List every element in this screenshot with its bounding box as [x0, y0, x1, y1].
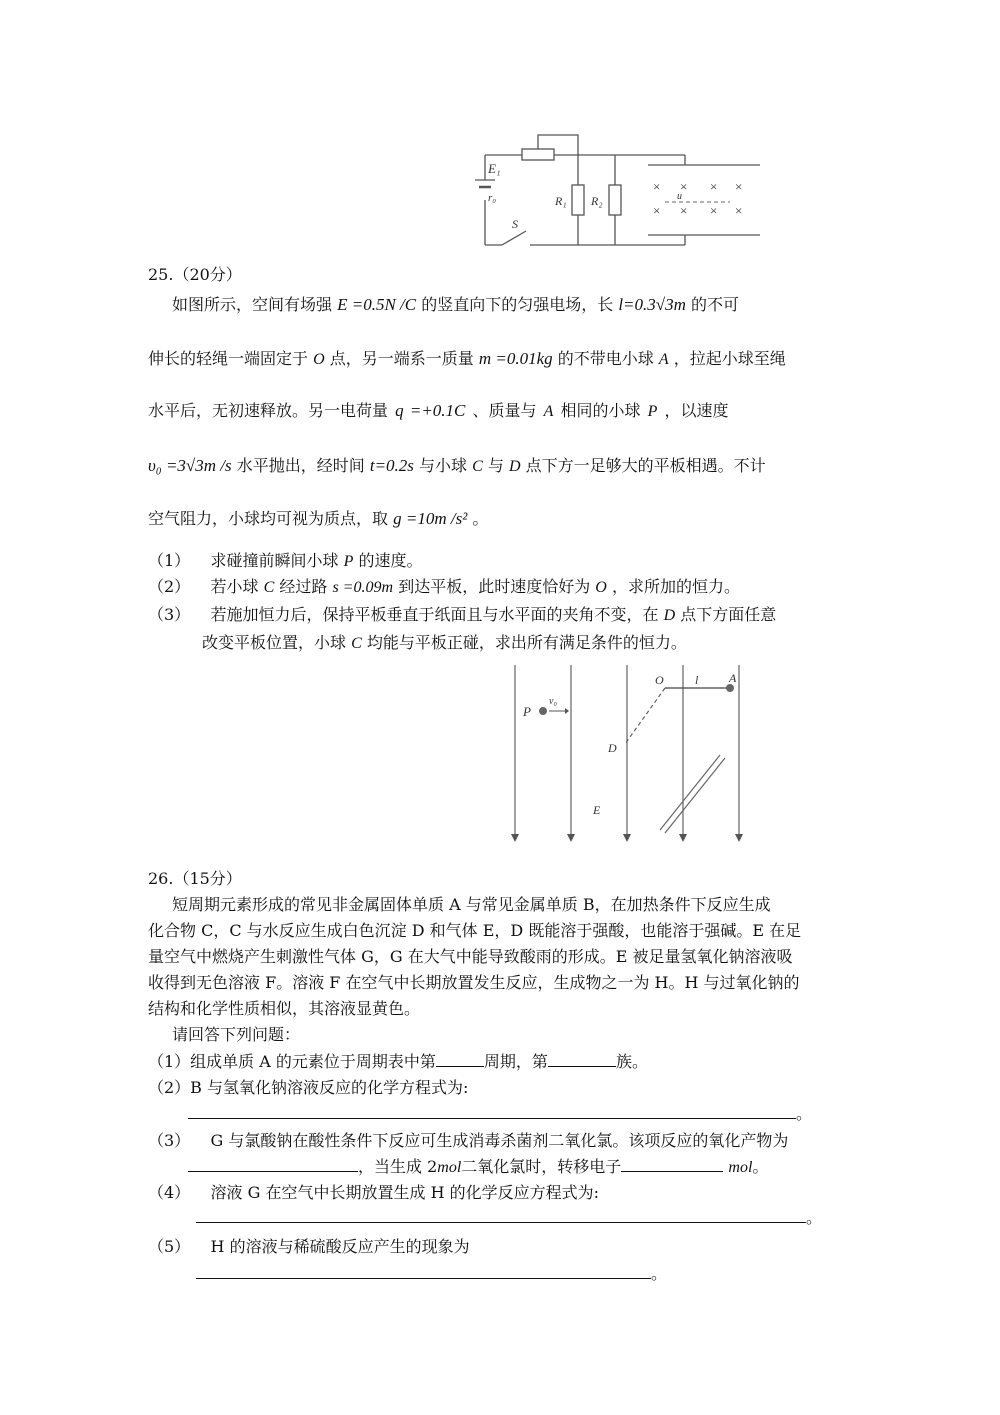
label-D: D	[608, 741, 617, 755]
q26-line1: 短周期元素形成的常见非金属固体单质 A 与常见金属单质 B，在加热条件下反应生成	[172, 895, 771, 914]
svg-text:×: ×	[735, 179, 743, 194]
q25-sub1: （1） 求碰撞前瞬间小球 P 的速度。	[148, 551, 423, 570]
svg-text:×: ×	[710, 179, 718, 194]
q26-line3: 量空气中燃烧产生刺激性气体 G，G 在大气中能导致酸雨的形成。E 被足量氢氧化钠溶液吸	[148, 947, 793, 966]
svg-text:×: ×	[680, 179, 688, 194]
label-r0: r₀	[488, 192, 497, 204]
label-R1: R₁	[555, 194, 567, 208]
label-E1: E₁	[488, 161, 501, 176]
q26-sub5-answer: 。	[196, 1262, 667, 1285]
q25-sub2: （2） 若小球 C 经过路 s =0.09m 到达平板，此时速度恰好为 O ，求所加的恒力。	[148, 577, 740, 596]
q25-line4: υ₀ =3√3m /s 水平抛出，经时间 t=0.2s 与小球 C 与 D 点下方一足够大的平板相遇。不计	[148, 456, 766, 475]
q26-sub2-answer: 。	[188, 1102, 812, 1125]
q25-line5: 空气阻力，小球均可视为质点，取 g =10m /s² 。	[148, 509, 489, 528]
svg-text:×: ×	[735, 203, 743, 218]
svg-text:×: ×	[653, 179, 661, 194]
q25-line1: 如图所示，空间有场强 E =0.5N /C 的竖直向下的匀强电场，长 l=0.3√3m 的不可	[172, 295, 739, 314]
svg-text:×: ×	[680, 203, 688, 218]
answer-blank-phenomenon[interactable]	[196, 1262, 651, 1279]
answer-blank-oxidation-product[interactable]	[188, 1155, 358, 1172]
q25-header: 25.（20分）	[148, 265, 242, 284]
label-A: A	[729, 671, 737, 685]
q26-sub4: （4） 溶液 G 在空气中长期放置生成 H 的化学反应方程式为:	[148, 1183, 600, 1202]
answer-blank-electrons[interactable]	[621, 1155, 723, 1172]
q26-sub4-answer: 。	[196, 1206, 822, 1229]
q26-sub1: （1）组成单质 A 的元素位于周期表中第 周期，第 族。	[148, 1052, 648, 1071]
label-O: O	[655, 673, 664, 687]
label-l: l	[695, 673, 699, 687]
label-P: P	[523, 704, 531, 719]
q26-line2: 化合物 C，C 与水反应生成白色沉淀 D 和气体 E，D 既能溶于强酸，也能溶于强碱。E 在足	[148, 921, 802, 940]
field-diagram	[505, 660, 755, 845]
label-E: E	[593, 803, 601, 817]
q26-sub5: （5） H 的溶液与稀硫酸反应产生的现象为	[148, 1237, 470, 1256]
q26-sub2: （2）B 与氢氧化钠溶液反应的化学方程式为:	[148, 1078, 469, 1097]
q25-sub3: （3） 若施加恒力后，保持平板垂直于纸面且与水平面的夹角不变，在 D 点下方面任意	[148, 605, 777, 624]
label-v0: v₀	[549, 696, 557, 707]
q25-line3: 水平后，无初速释放。另一电荷量 q =+0.1C 、质量与 A 相同的小球 P ，以速度	[148, 401, 729, 420]
answer-blank-equation-b[interactable]	[188, 1102, 796, 1119]
svg-text:×: ×	[710, 203, 718, 218]
answer-blank-group[interactable]	[548, 1050, 616, 1067]
answer-blank-equation-g[interactable]	[196, 1206, 806, 1223]
q25-line2: 伸长的轻绳一端固定于 O 点，另一端系一质量 m =0.01kg 的不带电小球 A ，拉起小球至绳	[148, 349, 786, 368]
label-R2: R₂	[591, 194, 603, 208]
q26-header: 26.（15分）	[148, 869, 242, 888]
q26-line5: 结构和化学性质相似，其溶液显黄色。	[148, 999, 421, 1018]
q25-sub3-cont: 改变平板位置，小球 C 均能与平板正碰，求出所有满足条件的恒力。	[202, 633, 687, 652]
label-S: S	[512, 217, 518, 231]
circuit-diagram	[470, 125, 770, 255]
q26-line4: 收得到无色溶液 F。溶液 F 在空气中长期放置发生反应，生成物之一为 H。H 与过氧化钠的	[148, 973, 800, 992]
answer-blank-period[interactable]	[436, 1050, 484, 1067]
q26-sub3: （3） G 与氯酸钠在酸性条件下反应可生成消毒杀菌剂二氧化氯。该项反应的氧化产物为	[148, 1131, 789, 1150]
svg-text:×: ×	[653, 203, 661, 218]
q26-prompt: 请回答下列问题：	[172, 1025, 301, 1044]
q26-sub3-cont: ，当生成 2mol二氧化氯时，转移电子 mol。	[188, 1155, 768, 1179]
label-u: u	[677, 191, 682, 202]
